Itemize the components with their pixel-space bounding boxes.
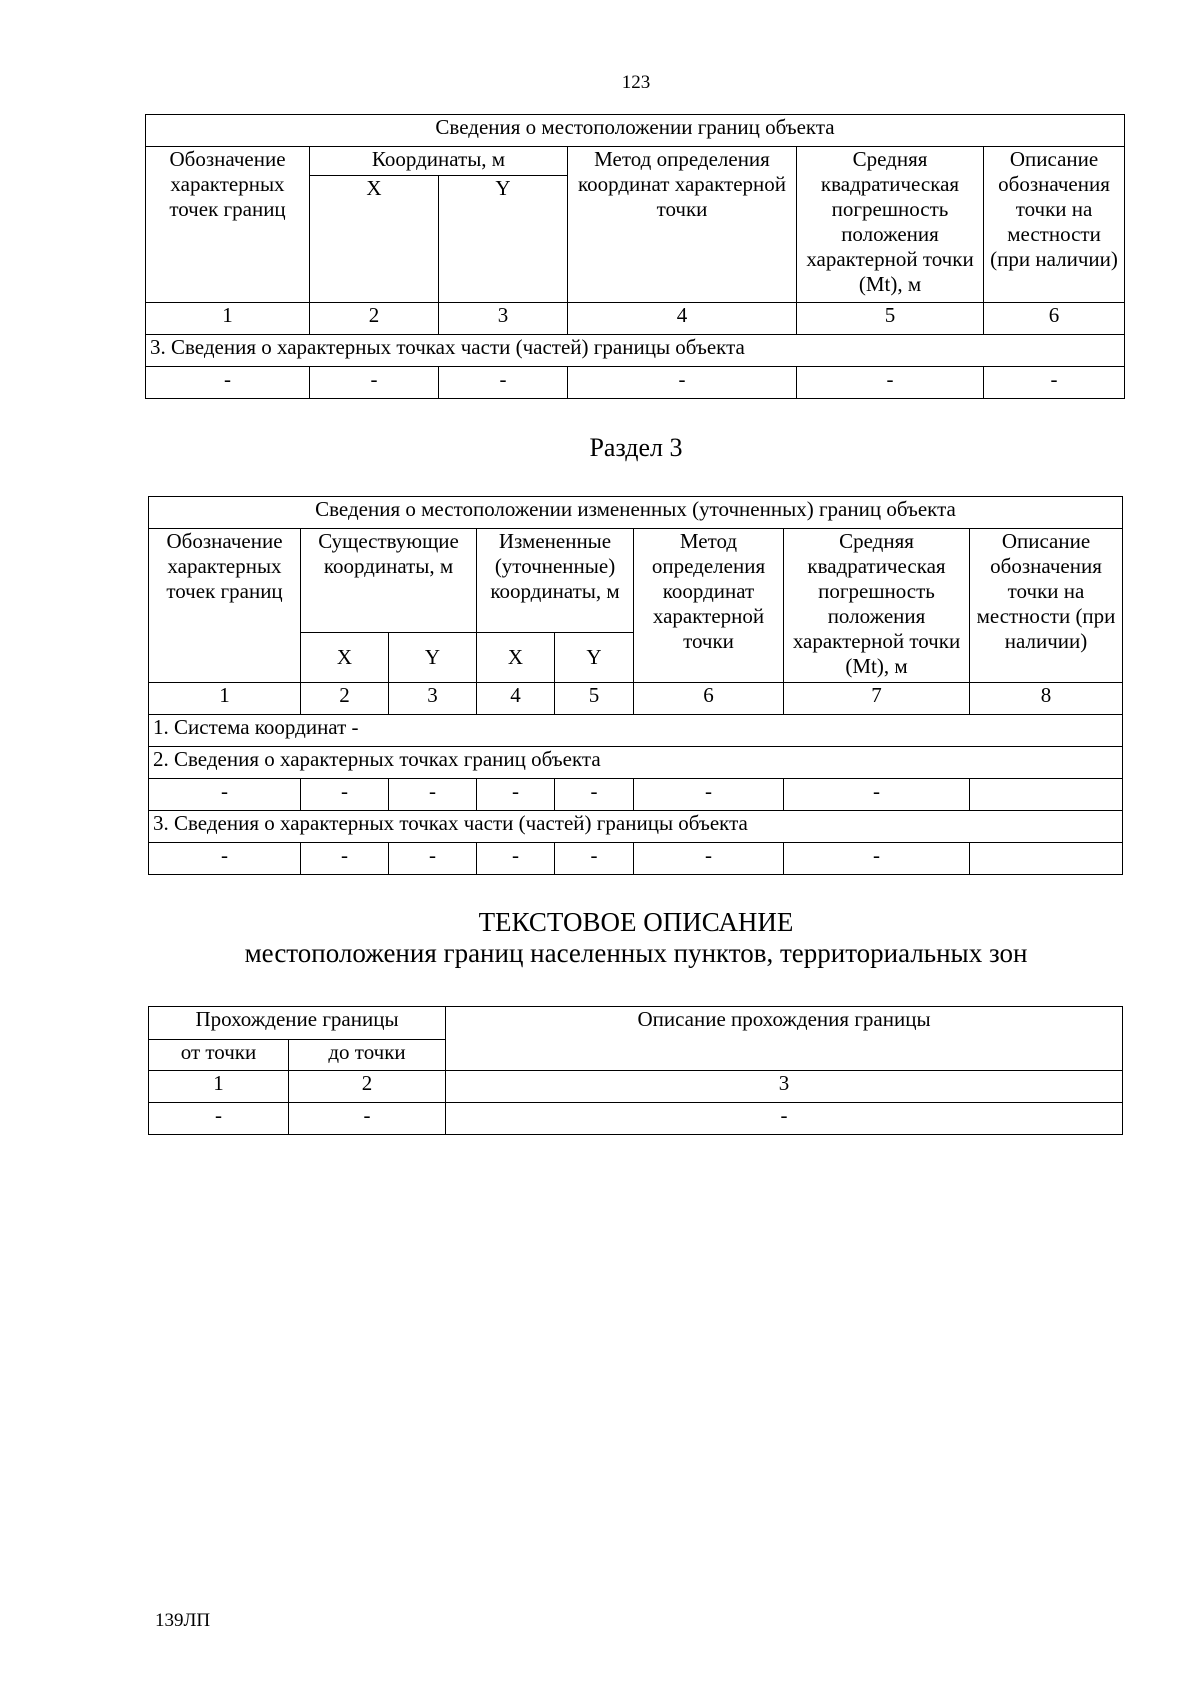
- table2-title: Сведения о местоположении измененных (уточненных) границ объекта: [149, 497, 1123, 529]
- header-desc: Описание обозначения точки на местности (при наличии): [984, 147, 1125, 303]
- table-cell: -: [784, 779, 970, 811]
- table-cell: -: [301, 843, 389, 875]
- column-number: 2: [301, 683, 389, 715]
- header-changed-coords: Измененные (уточненные) координаты, м: [477, 529, 634, 633]
- header-pass: Прохождение границы: [149, 1007, 446, 1040]
- column-number: 7: [784, 683, 970, 715]
- column-number: 1: [149, 1071, 289, 1103]
- column-number: 6: [634, 683, 784, 715]
- header-desc: Описание прохождения границы: [446, 1007, 1123, 1071]
- table-cell: -: [797, 367, 984, 399]
- header-method: Метод определения координат характерной точки: [634, 529, 784, 683]
- column-number: 2: [289, 1071, 446, 1103]
- column-number: 2: [310, 303, 439, 335]
- table-cell: -: [477, 779, 555, 811]
- text-description-subtitle: местоположения границ населенных пунктов, территориальных зон: [244, 938, 1028, 968]
- table-cell: -: [634, 843, 784, 875]
- table-cell: -: [389, 843, 477, 875]
- header-y: Y: [439, 176, 568, 303]
- header-x: X: [301, 633, 389, 683]
- table-cell: -: [149, 843, 301, 875]
- table-cell: -: [634, 779, 784, 811]
- header-from: от точки: [149, 1040, 289, 1071]
- table-cell: -: [568, 367, 797, 399]
- header-y: Y: [389, 633, 477, 683]
- page-number: 123: [621, 72, 651, 93]
- table-cell: -: [310, 367, 439, 399]
- header-y: Y: [555, 633, 634, 683]
- section-row: 2. Сведения о характерных точках границ объекта: [149, 747, 1123, 779]
- table-cell: -: [389, 779, 477, 811]
- column-number: 3: [389, 683, 477, 715]
- section-row: 3. Сведения о характерных точках части (частей) границы объекта: [149, 811, 1123, 843]
- header-desc: Описание обозначения точки на местности (при наличии): [970, 529, 1123, 683]
- column-number: 1: [149, 683, 301, 715]
- column-number: 8: [970, 683, 1123, 715]
- table-cell: -: [301, 779, 389, 811]
- section-row: 3. Сведения о характерных точках части (частей) границы объекта: [146, 335, 1125, 367]
- column-number: 3: [446, 1071, 1123, 1103]
- table-cell: [970, 779, 1123, 811]
- header-error: Средняя квадратическая погрешность положения характерной точки (Mt), м: [797, 147, 984, 303]
- table-cell: -: [446, 1103, 1123, 1135]
- header-x: X: [310, 176, 439, 303]
- section-title: Раздел 3: [589, 433, 683, 462]
- boundary-table: [145, 114, 1125, 399]
- table-cell: -: [149, 1103, 289, 1135]
- coord-system-row: 1. Система координат -: [149, 715, 1123, 747]
- header-to: до точки: [289, 1040, 446, 1071]
- column-number: 4: [568, 303, 797, 335]
- header-error: Средняя квадратическая погрешность положения характерной точки (Mt), м: [784, 529, 970, 683]
- table-cell: -: [555, 843, 634, 875]
- boundary-description-table: [148, 1006, 1123, 1135]
- header-points: Обозначение характерных точек границ: [149, 529, 301, 683]
- table-cell: -: [289, 1103, 446, 1135]
- table-cell: -: [477, 843, 555, 875]
- table-cell: -: [439, 367, 568, 399]
- table1-title: Сведения о местоположении границ объекта: [146, 115, 1125, 147]
- header-points: Обозначение характерных точек границ: [146, 147, 310, 303]
- footer-code: 139ЛП: [155, 1610, 211, 1631]
- header-method: Метод определения координат характерной точки: [568, 147, 797, 303]
- table-cell: -: [984, 367, 1125, 399]
- table-cell: -: [149, 779, 301, 811]
- header-x: X: [477, 633, 555, 683]
- table-cell: [970, 843, 1123, 875]
- table-cell: -: [146, 367, 310, 399]
- column-number: 3: [439, 303, 568, 335]
- column-number: 5: [555, 683, 634, 715]
- header-existing-coords: Существующие координаты, м: [301, 529, 477, 633]
- table-cell: -: [555, 779, 634, 811]
- table-cell: -: [784, 843, 970, 875]
- column-number: 4: [477, 683, 555, 715]
- column-number: 6: [984, 303, 1125, 335]
- text-description-title: ТЕКСТОВОЕ ОПИСАНИЕ: [478, 907, 794, 937]
- column-number: 5: [797, 303, 984, 335]
- header-coords: Координаты, м: [310, 147, 568, 176]
- changed-boundary-table: [148, 496, 1123, 875]
- column-number: 1: [146, 303, 310, 335]
